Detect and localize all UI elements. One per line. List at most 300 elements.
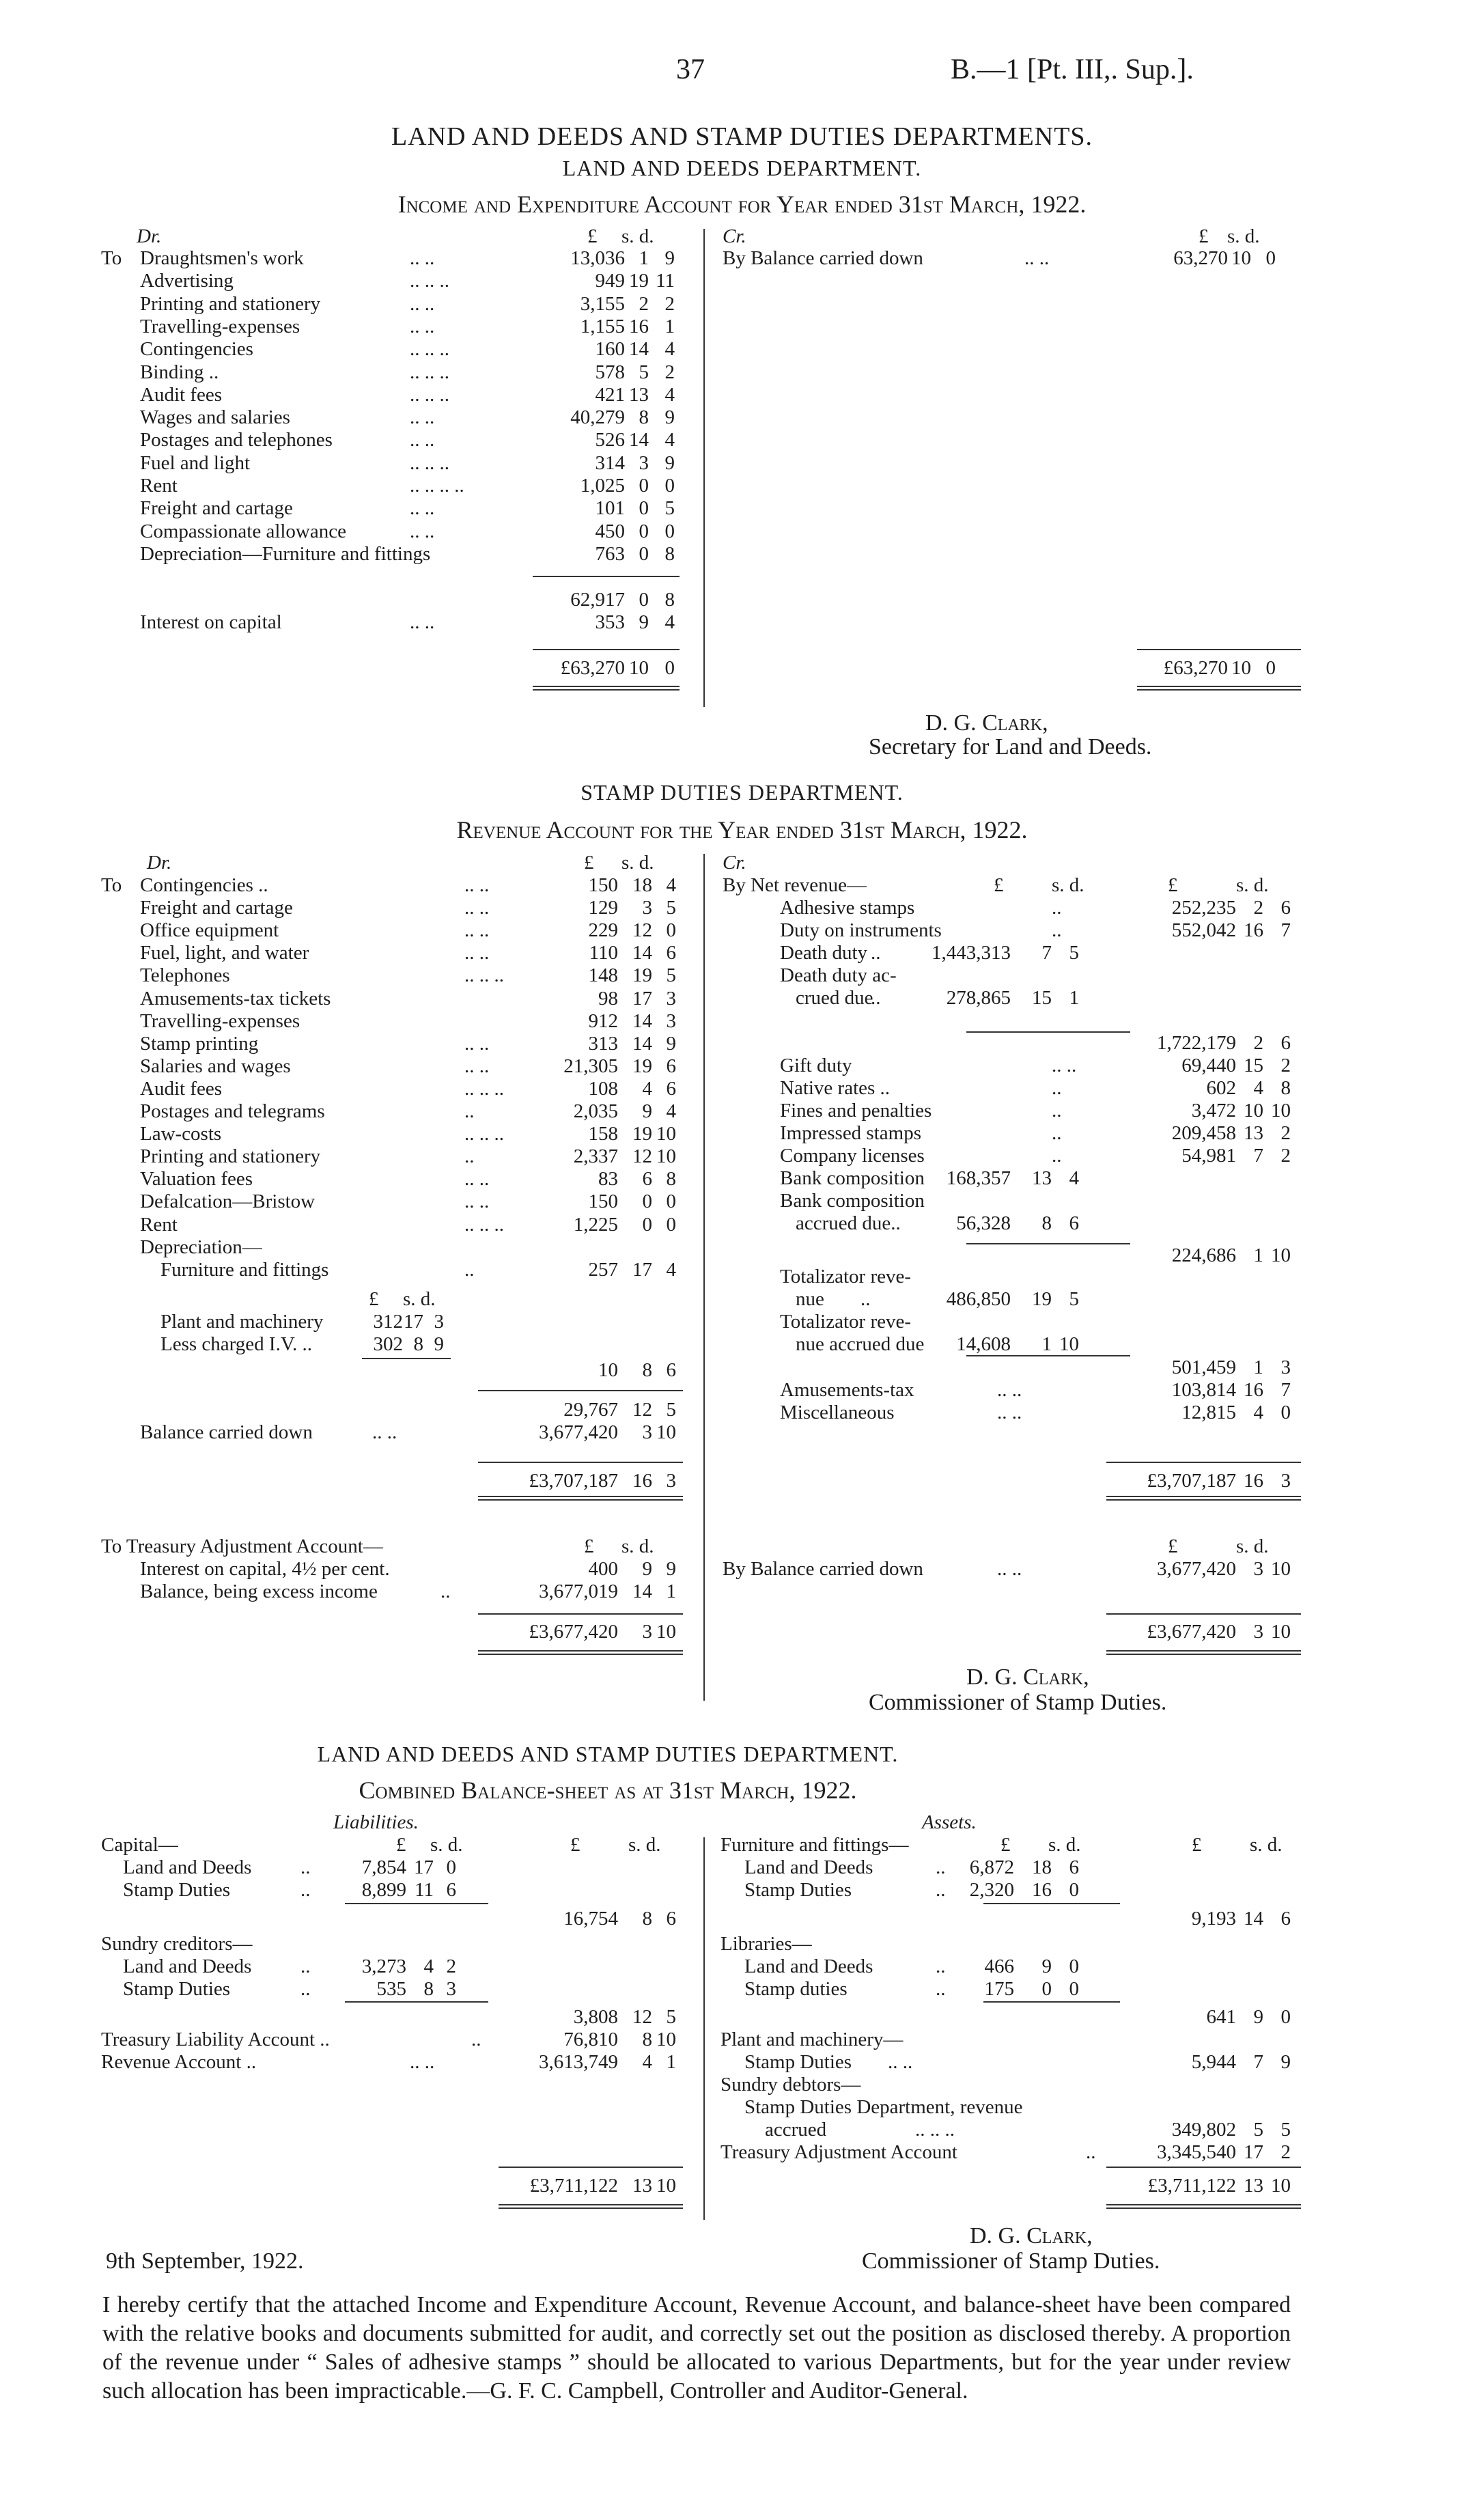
- balance-label: By Balance carried down: [723, 247, 923, 269]
- capital-total-shillings: 8: [642, 1908, 652, 1930]
- expense-label: Postages and telegrams: [140, 1100, 325, 1122]
- leader-dots: ..: [1052, 1122, 1062, 1145]
- leader-dots: .. ..: [464, 1168, 490, 1190]
- expense-amount-pence: 5: [664, 497, 675, 520]
- libraries-land-amount-pounds: 466: [984, 1955, 1014, 1977]
- revenue-amount-pounds: 602: [1206, 1077, 1236, 1100]
- balance-cr-amount-pounds: 3,677,420: [1157, 1558, 1236, 1580]
- expense-amount-shillings: 14: [632, 1009, 652, 1032]
- revenue-account-amount-pounds: 3,613,749: [539, 2051, 618, 2073]
- debtors-stamp-amount-shillings: 5: [1253, 2119, 1263, 2141]
- expense-amount-pounds: 763: [595, 542, 625, 565]
- furniture-stamp-amount-pounds: 2,320: [969, 1879, 1014, 1901]
- pound-head4: £: [1192, 1834, 1202, 1856]
- libraries-land-amount-shillings: 9: [1041, 1955, 1052, 1977]
- treasury-adjustment-label: Treasury Adjustment Account: [720, 2141, 957, 2163]
- leader-dots: .. ..: [410, 497, 435, 520]
- total-dr-shillings: 10: [629, 657, 649, 679]
- sd-head-plant: s. d.: [403, 1288, 436, 1310]
- death-duty-accrued-amount-pence: 1: [1069, 987, 1079, 1009]
- interest-amount-pence: 4: [664, 611, 675, 633]
- leader-dots: .. .. ..: [410, 361, 449, 383]
- expense-amount-pence: 9: [666, 1032, 676, 1055]
- expense-amount-pounds: 98: [598, 987, 618, 1009]
- expense-amount-pence: 4: [664, 338, 675, 361]
- plant-net-pounds: 10: [598, 1359, 618, 1381]
- expense-amount-pounds: 21,305: [563, 1055, 618, 1077]
- leader-dots: .. .. ..: [464, 1123, 504, 1145]
- expense-amount-shillings: 14: [629, 429, 649, 451]
- leader-dots: .. .. .. ..: [410, 475, 464, 497]
- pound-head3: £: [1000, 1834, 1011, 1856]
- expense-amount-pence: 0: [666, 919, 676, 942]
- expense-amount-pence: 0: [664, 520, 675, 542]
- expense-amount-shillings: 0: [639, 542, 649, 565]
- libraries-land-label: Land and Deeds: [744, 1955, 873, 1977]
- leader-dots: ..: [1052, 1145, 1062, 1167]
- assets-total-pounds: £3,711,122: [1147, 2175, 1236, 2197]
- expense-amount-pounds: 1,225: [573, 1213, 618, 1236]
- expense-label: Fuel and light: [140, 451, 251, 474]
- expense-amount-pounds: 578: [595, 361, 625, 383]
- furniture-total-pounds: 9,193: [1191, 1908, 1236, 1930]
- total-cr-shillings: 16: [1244, 1470, 1263, 1492]
- expense-amount-pounds: 949: [595, 270, 625, 292]
- revenue-amount-pounds: 69,440: [1181, 1055, 1236, 1076]
- revenue-amount-pounds: 12,815: [1181, 1402, 1236, 1424]
- pound-head2: £: [570, 1834, 580, 1856]
- expense-amount-shillings: 8: [639, 406, 649, 429]
- leader-dots: .. ..: [410, 2051, 435, 2073]
- death-duty-amount-pence: 5: [1069, 942, 1079, 964]
- creditors-total-pounds: 3,808: [573, 2006, 618, 2028]
- expense-amount-shillings: 12: [632, 1145, 652, 1168]
- assets-double-rule: [1106, 2204, 1301, 2209]
- interest-amount-pounds: 400: [588, 1558, 618, 1580]
- bank-composition-amount-pounds: 168,357: [946, 1167, 1011, 1189]
- expense-amount-shillings: 18: [632, 874, 652, 896]
- balance-amount-shillings: 10: [1231, 247, 1251, 269]
- excess-income-amount-pounds: 3,677,019: [539, 1580, 618, 1602]
- expense-amount-shillings: 19: [632, 1123, 652, 1145]
- revenue-label: Miscellaneous: [780, 1402, 895, 1424]
- creditors-stamp-amount-pence: 3: [446, 1978, 456, 2000]
- ta-total-rule: [478, 1613, 683, 1615]
- pound-head-cr: £: [1168, 874, 1178, 896]
- revenue-account-amount-pence: 1: [666, 2051, 676, 2073]
- cr-label: Cr.: [723, 852, 746, 874]
- leader-dots: .. ..: [464, 919, 490, 942]
- expense-amount-pence: 9: [664, 247, 675, 269]
- subtotal-shillings: 0: [639, 589, 649, 611]
- expense-amount-shillings: 12: [632, 919, 652, 942]
- ta-total-pounds: £3,677,420: [529, 1621, 618, 1643]
- expense-amount-pence: 5: [666, 964, 676, 987]
- page-reference: B.—1 [Pt. III,. Sup.].: [951, 54, 1194, 85]
- expense-amount-pence: 6: [666, 1055, 676, 1077]
- total-dr-pounds: £63,270: [560, 657, 625, 679]
- expense-amount-pounds: 314: [595, 451, 625, 474]
- leader-dots: .. ..: [464, 1032, 490, 1055]
- creditors-total-shillings: 12: [632, 2006, 652, 2028]
- revenue-amount-pence: 2: [1280, 1145, 1291, 1167]
- pound-head: £: [584, 852, 594, 874]
- cr-label: Cr.: [723, 225, 746, 247]
- subtotal-pounds: 29,767: [563, 1399, 618, 1421]
- debtors-stamp-amount-pounds: 349,802: [1171, 2119, 1236, 2141]
- ta-total-cr-pence: 10: [1271, 1621, 1291, 1643]
- bank-accrued-amount-pence: 6: [1069, 1212, 1079, 1234]
- interest-label: Interest on capital: [140, 611, 282, 633]
- plant-amount-shillings: 17: [404, 1311, 423, 1333]
- expense-label: Freight and cartage: [140, 497, 293, 520]
- leader-dots: .. ..: [372, 1421, 397, 1443]
- totalizator-total-pounds: 501,459: [1171, 1356, 1236, 1378]
- section3-subtitle: Combined Balance-sheet as at 31st March, 1922.: [359, 1777, 857, 1804]
- total-dr-shillings: 16: [632, 1470, 652, 1492]
- expense-amount-shillings: 0: [639, 475, 649, 497]
- revenue-amount-pence: 10: [1271, 1100, 1291, 1122]
- section3-title: LAND AND DEEDS AND STAMP DUTIES DEPARTMENT.: [317, 1742, 899, 1766]
- balance-amount-pence: 10: [656, 1421, 676, 1443]
- leader-dots: .. .. ..: [410, 338, 449, 361]
- revenue-account-label: Revenue Account ..: [101, 2051, 257, 2073]
- expense-label: Wages and salaries: [140, 406, 290, 429]
- capital-land-label: Land and Deeds: [123, 1856, 252, 1878]
- expense-amount-shillings: 3: [639, 451, 649, 474]
- expense-amount-pence: 6: [666, 942, 676, 964]
- revenue-amount-shillings: 15: [1244, 1055, 1263, 1076]
- dr-label: Dr.: [137, 225, 162, 247]
- section2-subtitle: Revenue Account for the Year ended 31st March, 1922.: [456, 816, 1028, 844]
- totalizator-accrued-amount-pence: 10: [1059, 1333, 1079, 1355]
- expense-amount-shillings: 0: [642, 1213, 652, 1236]
- libraries-stamp-amount-pounds: 175: [984, 1978, 1014, 2000]
- creditors-land-amount-pence: 2: [446, 1955, 456, 1977]
- plant-label: Plant and machinery: [160, 1311, 324, 1333]
- liabilities-total-pence: 10: [656, 2175, 676, 2197]
- expense-amount-shillings: 6: [642, 1168, 652, 1190]
- furniture-stamp-amount-pence: 0: [1069, 1879, 1079, 1901]
- balance-amount-pounds: 3,677,420: [539, 1421, 618, 1443]
- expense-amount-pence: 6: [666, 1077, 676, 1100]
- expense-amount-shillings: 19: [629, 270, 649, 292]
- expense-amount-pounds: 13,036: [570, 247, 625, 269]
- excess-income-amount-shillings: 14: [632, 1580, 652, 1602]
- treasury-adjustment-amount-shillings: 17: [1244, 2141, 1263, 2163]
- expense-amount-pounds: 526: [595, 429, 625, 451]
- less-charged-amount-shillings: 8: [413, 1333, 423, 1355]
- leader-dots: .. ..: [410, 247, 435, 269]
- expense-amount-shillings: 1: [639, 247, 649, 269]
- expense-amount-pounds: 158: [588, 1123, 618, 1145]
- pound-head-cr: £: [1199, 225, 1209, 247]
- excess-income-label: Balance, being excess income: [140, 1580, 378, 1602]
- balance-amount-shillings: 3: [642, 1421, 652, 1443]
- less-charged-label: Less charged I.V. ..: [160, 1333, 313, 1355]
- expense-label: Postages and telephones: [140, 429, 333, 451]
- total-dr-pence: 3: [666, 1470, 676, 1492]
- leader-dots: .. .. ..: [410, 270, 449, 292]
- death-duty-accrued-amount-shillings: 15: [1032, 987, 1052, 1009]
- total-double-rule: [533, 686, 680, 691]
- death-duty-accrued-amount-pounds: 278,865: [946, 987, 1011, 1009]
- totalizator-label: Totalizator reve-: [780, 1266, 911, 1287]
- pound-head-ta: £: [584, 1535, 594, 1557]
- expense-amount-shillings: 9: [642, 1100, 652, 1122]
- expense-amount-shillings: 14: [632, 942, 652, 964]
- expense-amount-pence: 3: [666, 987, 676, 1009]
- leader-dots: .. .. ..: [464, 1213, 504, 1236]
- total-rule: [478, 1462, 683, 1463]
- leader-dots: ..: [936, 1879, 946, 1901]
- revenue-amount-shillings: 4: [1253, 1402, 1263, 1424]
- capital-land-amount-shillings: 17: [414, 1856, 434, 1878]
- expense-label: Advertising: [140, 270, 234, 292]
- creditors-land-amount-shillings: 4: [423, 1955, 434, 1977]
- expense-amount-pence: 4: [666, 874, 676, 896]
- libraries-land-amount-pence: 0: [1069, 1955, 1079, 1977]
- treasury-liability-amount-pence: 10: [656, 2029, 676, 2050]
- revenue-amount-pounds: 103,814: [1171, 1379, 1236, 1401]
- bank-accrued-amount-pounds: 56,328: [956, 1212, 1011, 1234]
- leader-dots: ..: [300, 1978, 311, 2000]
- plant-amount-shillings: 7: [1253, 2051, 1263, 2073]
- leader-dots: .. ..: [997, 1379, 1022, 1401]
- leader-dots: ..: [464, 1258, 475, 1281]
- ta-double-rule-cr: [1106, 1650, 1301, 1655]
- revenue-amount-shillings: 7: [1253, 1145, 1263, 1167]
- expense-amount-pounds: 150: [588, 874, 618, 896]
- sd-head: s. d.: [621, 852, 654, 874]
- signature-name: D. G. Clark,: [970, 2223, 1093, 2248]
- expense-label: Law-costs: [140, 1123, 222, 1145]
- expense-amount-pence: 0: [666, 1190, 676, 1213]
- revenue-amount-shillings: 10: [1244, 1100, 1263, 1122]
- death-duty-label: Death duty: [780, 942, 868, 964]
- expense-amount-shillings: 19: [632, 1055, 652, 1077]
- less-charged-amount-pence: 9: [434, 1333, 444, 1355]
- revenue-amount-pounds: 252,235: [1171, 897, 1236, 919]
- creditors-total-pence: 5: [666, 2006, 676, 2028]
- subtotal-shillings: 12: [632, 1399, 652, 1421]
- expense-label: Office equipment: [140, 919, 279, 942]
- revenue-label: Amusements-tax: [780, 1379, 914, 1401]
- revenue-label: Fines and penalties: [780, 1100, 932, 1122]
- expense-amount-pence: 4: [666, 1258, 676, 1281]
- signature-name: D. G. Clark,: [966, 1665, 1089, 1690]
- balance-cr-amount-pence: 10: [1271, 1558, 1291, 1580]
- revenue-amount-pounds: 552,042: [1171, 919, 1236, 942]
- plant-stamp-label: Stamp Duties: [744, 2051, 852, 2073]
- expense-label: Salaries and wages: [140, 1055, 291, 1077]
- death-duty-accrued-label2: crued due: [796, 987, 873, 1009]
- leader-dots: ..: [936, 1955, 946, 1977]
- capital-land-amount-pence: 0: [446, 1856, 456, 1878]
- death-duty-total-pence: 6: [1280, 1032, 1291, 1054]
- capital-stamp-amount-pence: 6: [446, 1879, 456, 1901]
- leader-dots: ..: [1052, 1100, 1062, 1122]
- expense-amount-pence: 0: [666, 1213, 676, 1236]
- leader-dots: ..: [300, 1955, 311, 1977]
- expense-amount-shillings: 0: [639, 497, 649, 520]
- ta-total-cr-shillings: 3: [1253, 1621, 1263, 1643]
- expense-label: Freight and cartage: [140, 897, 293, 919]
- plant-amount-pounds: 312: [373, 1311, 403, 1333]
- expense-amount-pence: 9: [664, 451, 675, 474]
- ta-total-cr-pounds: £3,677,420: [1147, 1621, 1236, 1643]
- debtors-head: Sundry debtors—: [720, 2074, 861, 2095]
- subtotal-rule: [478, 1390, 683, 1391]
- expense-label: Valuation fees: [140, 1168, 253, 1190]
- expense-amount-pence: 8: [664, 542, 675, 565]
- pound-head-ta-cr: £: [1168, 1535, 1178, 1557]
- capital-stamp-amount-pounds: 8,899: [361, 1879, 406, 1901]
- libraries-stamp-label: Stamp duties: [744, 1978, 848, 2000]
- excess-income-amount-pence: 1: [666, 1580, 676, 1602]
- expense-amount-pounds: 1,025: [580, 475, 625, 497]
- leader-dots: .. ..: [1024, 247, 1050, 269]
- liab-total-rule: [499, 2167, 683, 2168]
- leader-dots: ..: [936, 1856, 946, 1878]
- furniture-stamp-label: Stamp Duties: [744, 1879, 852, 1901]
- total-dr-pence: 0: [664, 657, 675, 679]
- expense-amount-pounds: 2,337: [573, 1145, 618, 1168]
- expense-label: Rent: [140, 475, 178, 497]
- expense-label: Rent: [140, 1213, 178, 1236]
- subtotal-pence: 8: [664, 589, 675, 611]
- expense-amount-shillings: 17: [632, 987, 652, 1009]
- expense-amount-pence: 10: [656, 1145, 676, 1168]
- revenue-amount-pounds: 209,458: [1171, 1122, 1236, 1145]
- expense-amount-pence: 1: [664, 315, 675, 337]
- row-prefix: To: [101, 874, 122, 896]
- total-cr-pence: 3: [1280, 1470, 1291, 1492]
- libraries-head: Libraries—: [720, 1933, 812, 1955]
- libraries-stamp-amount-pence: 0: [1069, 1978, 1079, 2000]
- less-charged-amount-pounds: 302: [373, 1333, 403, 1355]
- expense-amount-pence: 8: [666, 1168, 676, 1190]
- revenue-amount-shillings: 4: [1253, 1077, 1263, 1100]
- net-revenue-head: By Net revenue—: [723, 874, 867, 896]
- expense-amount-pounds: 160: [595, 338, 625, 361]
- expense-label: Travelling-expenses: [140, 1009, 300, 1032]
- expense-amount-pounds: 110: [589, 942, 618, 964]
- treasury-adjustment-amount-pence: 2: [1280, 2141, 1291, 2163]
- expense-label: Contingencies ..: [140, 874, 268, 896]
- furniture-stamp-amount-shillings: 16: [1032, 1879, 1052, 1901]
- death-duty-amount-pounds: 1,443,313: [932, 942, 1011, 964]
- expense-amount-pounds: 229: [588, 919, 618, 942]
- expense-amount-pounds: 40,279: [570, 406, 625, 429]
- assets-total-shillings: 13: [1244, 2175, 1263, 2197]
- bank-composition-amount-shillings: 13: [1032, 1167, 1052, 1189]
- total-cr-shillings: 10: [1231, 657, 1251, 679]
- expense-label: Fuel, light, and water: [140, 942, 309, 964]
- leader-dots: ..: [1052, 897, 1062, 919]
- assets-head: Assets.: [922, 1811, 977, 1833]
- expense-amount-pence: 2: [664, 292, 675, 315]
- leader-dots: ..: [1086, 2141, 1096, 2163]
- treasury-liability-amount-pounds: 76,810: [563, 2029, 618, 2050]
- main-title: LAND AND DEEDS AND STAMP DUTIES DEPARTMENTS.: [391, 122, 1093, 151]
- libraries-total-shillings: 9: [1253, 2006, 1263, 2028]
- leader-dots: ..: [440, 1580, 451, 1602]
- expense-amount-shillings: 17: [632, 1258, 652, 1281]
- expense-amount-pence: 4: [664, 383, 675, 406]
- expense-amount-pounds: 3,155: [580, 292, 625, 315]
- section1-title: LAND AND DEEDS DEPARTMENT.: [562, 156, 922, 180]
- totalizator-amount-shillings: 19: [1032, 1288, 1052, 1310]
- leader-dots: ..: [1052, 919, 1062, 942]
- total-double-rule-cr: [1106, 1496, 1301, 1501]
- revenue-label: Gift duty: [780, 1055, 852, 1076]
- sd-head-ta-cr: s. d.: [1236, 1535, 1269, 1557]
- treasury-liability-amount-shillings: 8: [642, 2029, 652, 2050]
- sd-head: s. d.: [430, 1834, 463, 1856]
- plant-net-pence: 6: [666, 1359, 676, 1381]
- subtotal-pounds: 62,917: [570, 589, 625, 611]
- expense-amount-pounds: 421: [595, 383, 625, 406]
- leader-dots: .. ..: [410, 611, 435, 633]
- revenue-label: Company licenses: [780, 1145, 925, 1167]
- expense-amount-pence: 3: [666, 1009, 676, 1032]
- leader-dots: .. ..: [464, 1190, 490, 1213]
- expense-label: Defalcation—Bristow: [140, 1190, 316, 1213]
- revenue-label: Duty on instruments: [780, 919, 942, 942]
- expense-amount-pounds: 1,155: [580, 315, 625, 337]
- expense-label: Telephones: [140, 964, 230, 987]
- total-double-rule: [478, 1496, 683, 1501]
- auditor-certificate: I hereby certify that the attached Income and Expenditure Account, Revenue Account, and balance-sheet have been compared with the relative books and documents submitted for audit, and correctly set out the position as disclosed thereby. A proportion of the revenue under “ Sales of adhesive stamps ” should be allocated to various Departments, but for the year under review such allocation has been impracticable.—G. F. C. Campbell, Controller and Auditor-General.: [102, 2292, 1291, 2404]
- revenue-amount-pence: 2: [1280, 1055, 1291, 1076]
- total-cr-pounds: £3,707,187: [1147, 1470, 1236, 1492]
- revenue-amount-shillings: 16: [1244, 1379, 1263, 1401]
- expense-label: Depreciation—Furniture and fittings: [140, 542, 431, 565]
- death-duty-accrued-label: Death duty ac-: [780, 964, 897, 986]
- revenue-amount-shillings: 13: [1244, 1122, 1263, 1145]
- leader-dots: .. ..: [410, 292, 435, 315]
- expense-amount-pounds: 912: [588, 1009, 618, 1032]
- subtotal-rule: [533, 576, 680, 577]
- ta-total-pence: 10: [656, 1621, 676, 1643]
- furniture-land-amount-shillings: 18: [1032, 1856, 1052, 1878]
- debtors-stamp-label2: accrued: [765, 2119, 827, 2141]
- creditors-rule: [345, 2001, 488, 2003]
- row-prefix: To: [101, 247, 122, 269]
- plant-amount-pence: 9: [1280, 2051, 1291, 2073]
- balance-amount-pence: 0: [1265, 247, 1276, 269]
- expense-label: Compassionate allowance: [140, 520, 346, 542]
- revenue-amount-pence: 2: [1280, 1122, 1291, 1145]
- leader-dots: .. ..: [1052, 1055, 1077, 1076]
- libraries-rule: [983, 2001, 1120, 2003]
- expense-amount-pence: 4: [664, 429, 675, 451]
- signature-title: Commissioner of Stamp Duties.: [862, 2248, 1160, 2274]
- bank-accrued-label2: accrued due..: [796, 1212, 901, 1234]
- totalizator-amount-pence: 5: [1069, 1288, 1079, 1310]
- leader-dots: .. ..: [464, 897, 490, 919]
- expense-label: Travelling-expenses: [140, 315, 300, 337]
- expense-amount-pounds: 83: [598, 1168, 618, 1190]
- assets-total-pence: 10: [1271, 2175, 1291, 2197]
- ta-double-rule: [478, 1650, 683, 1655]
- furniture-rule: [983, 1903, 1120, 1904]
- leader-dots: .. ..: [410, 406, 435, 429]
- revenue-amount-pence: 6: [1280, 897, 1291, 919]
- interest-amount-shillings: 9: [639, 611, 649, 633]
- debtors-stamp-amount-pence: 5: [1280, 2119, 1291, 2141]
